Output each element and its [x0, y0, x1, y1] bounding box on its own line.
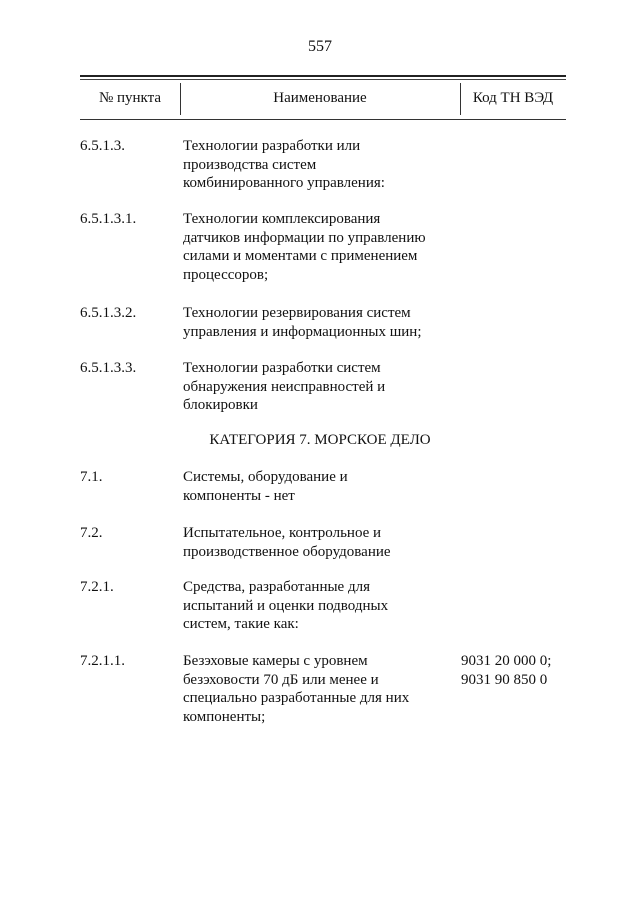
item-name: Технологии разработки систем обнаружения неисправностей и блокировки	[183, 360, 386, 413]
item-number: 6.5.1.3.3.	[80, 360, 137, 376]
item-number: 7.1.	[80, 469, 103, 485]
item-name: Технологии разработки или производства систем комбинированного управления:	[183, 138, 385, 191]
item-number: 6.5.1.3.2.	[80, 305, 137, 321]
page-number: 557	[308, 38, 332, 55]
item-number: 7.2.	[80, 525, 103, 541]
item-name: Безэховые камеры с уровнем безэховости 70 дБ или менее и специально разработанные для них компоненты;	[183, 653, 410, 725]
item-name: Системы, оборудование и компоненты - нет	[183, 469, 348, 504]
item-name: Технологии комплексирования датчиков информации по управлению силами и моментами с применением процессоров;	[183, 211, 426, 283]
item-number: 6.5.1.3.	[80, 138, 125, 154]
header-code: Код ТН ВЭД	[472, 89, 554, 106]
item-number: 6.5.1.3.1.	[80, 211, 137, 227]
category-heading: КАТЕГОРИЯ 7. МОРСКОЕ ДЕЛО	[209, 432, 431, 448]
table-header	[80, 75, 566, 120]
header-item-number: № пункта	[98, 89, 162, 106]
header-name: Наименование	[273, 89, 367, 106]
item-name: Средства, разработанные для испытаний и оценки подводных систем, такие как:	[183, 579, 389, 632]
item-name: Технологии резервирования систем управления и информационных шин;	[183, 305, 422, 340]
item-name: Испытательное, контрольное и производственное оборудование	[183, 525, 391, 560]
item-number: 7.2.1.	[80, 579, 114, 595]
item-code: 9031 20 000 0; 9031 90 850 0	[461, 653, 552, 688]
item-number: 7.2.1.1.	[80, 653, 125, 669]
